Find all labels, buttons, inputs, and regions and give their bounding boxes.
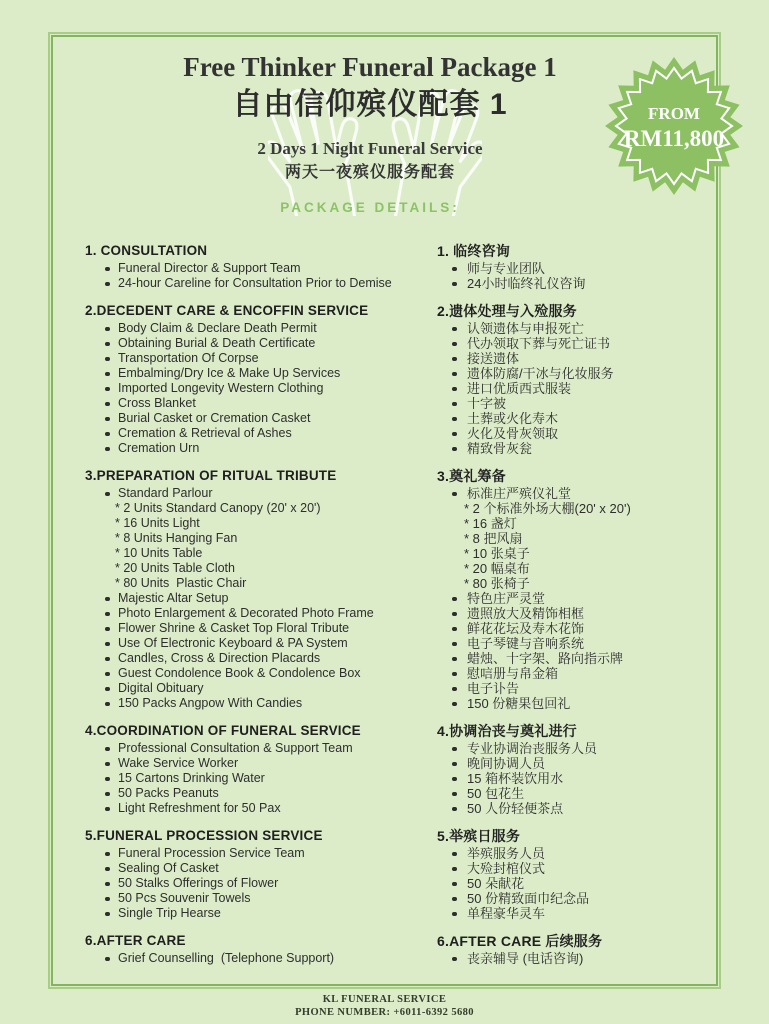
header-block — [60, 50, 680, 215]
list-item: Standard Parlour — [85, 486, 437, 501]
list-item: * 80 Units Plastic Chair — [115, 576, 247, 590]
list-item: 标准庄严殡仪礼堂 — [437, 486, 721, 501]
list-item: 精致骨灰瓮 — [437, 441, 721, 456]
column-chinese — [437, 243, 721, 978]
list-item: 举殡服务人员 — [437, 846, 721, 861]
list-item: Cross Blanket — [85, 396, 437, 411]
list-item: * 8 Units Hanging Fan — [115, 531, 238, 545]
list-item: * 10 Units Table — [115, 546, 203, 560]
list-item: 24小时临终礼仪咨询 — [437, 276, 721, 291]
list-item: 50 Stalks Offerings of Flower — [85, 876, 437, 891]
section-title: 3.奠礼筹备 — [437, 468, 506, 484]
list-item: Photo Enlargement & Decorated Photo Frame — [85, 606, 437, 621]
section-title: 3.PREPARATION OF RITUAL TRIBUTE — [85, 468, 337, 483]
footer-phone-number: PHONE NUMBER: +6011-6392 5680 — [295, 1007, 474, 1018]
section-title: 1. CONSULTATION — [85, 243, 208, 258]
section — [85, 723, 437, 816]
list-item: 认领遗体与申报死亡 — [437, 321, 721, 336]
column-english — [85, 243, 437, 978]
page-title-chinese: 自由信仰殡仪配套 1 — [232, 88, 508, 121]
list-item: 150 份糖果包回礼 — [437, 696, 721, 711]
list-item: 电子讣告 — [437, 681, 721, 696]
list-item: 遗体防腐/干冰与化妆服务 — [437, 366, 721, 381]
package-details-columns — [85, 243, 721, 978]
list-item: 15 Cartons Drinking Water — [85, 771, 437, 786]
list-item: Use Of Electronic Keyboard & PA System — [85, 636, 437, 651]
list-item: Guest Condolence Book & Condolence Box — [85, 666, 437, 681]
section-title: 1. 临终咨询 — [437, 243, 510, 259]
list-item: Candles, Cross & Direction Placards — [85, 651, 437, 666]
list-item: 专业协调治丧服务人员 — [437, 741, 721, 756]
list-item: * 2 Units Standard Canopy (20' x 20') — [115, 501, 321, 515]
list-item: Cremation Urn — [85, 441, 437, 456]
list-item: Digital Obituary — [85, 681, 437, 696]
section — [85, 243, 437, 291]
list-item: 火化及骨灰领取 — [437, 426, 721, 441]
page-title-english: Free Thinker Funeral Package 1 — [183, 52, 557, 82]
list-item: 接送遗体 — [437, 351, 721, 366]
list-item: Majestic Altar Setup — [85, 591, 437, 606]
section — [85, 828, 437, 921]
section — [437, 303, 721, 456]
section — [437, 723, 721, 816]
list-item: Cremation & Retrieval of Ashes — [85, 426, 437, 441]
section-title: 6.AFTER CARE 后续服务 — [437, 933, 603, 949]
section — [437, 243, 721, 291]
list-item: 大殓封棺仪式 — [437, 861, 721, 876]
list-item: 50 包花生 — [437, 786, 721, 801]
list-item: * 10 张桌子 — [464, 546, 530, 561]
subtitle-english: 2 Days 1 Night Funeral Service — [257, 139, 483, 158]
list-item: 50 人份轻便茶点 — [437, 801, 721, 816]
section-title: 6.AFTER CARE — [85, 933, 186, 948]
list-item: 15 箱杯装饮用水 — [437, 771, 721, 786]
list-item: Body Claim & Declare Death Permit — [85, 321, 437, 336]
list-item: 丧亲辅导 (电话咨询) — [437, 951, 721, 966]
list-item: 50 Pcs Souvenir Towels — [85, 891, 437, 906]
list-item: * 8 把风扇 — [464, 531, 523, 546]
list-item: Wake Service Worker — [85, 756, 437, 771]
list-item: 师与专业团队 — [437, 261, 721, 276]
list-item: 24-hour Careline for Consultation Prior to Demise — [85, 276, 437, 291]
list-item: Single Trip Hearse — [85, 906, 437, 921]
package-details-label: PACKAGE DETAILS: — [280, 200, 460, 215]
list-item: 150 Packs Angpow With Candies — [85, 696, 437, 711]
list-item: * 80 张椅子 — [464, 576, 530, 591]
list-item: Embalming/Dry Ice & Make Up Services — [85, 366, 437, 381]
list-item: Sealing Of Casket — [85, 861, 437, 876]
section — [85, 933, 437, 966]
section — [437, 468, 721, 711]
list-item: 鲜花花坛及寿木花饰 — [437, 621, 721, 636]
list-item: 慰唁册与帛金箱 — [437, 666, 721, 681]
list-item: 遗照放大及精饰相框 — [437, 606, 721, 621]
list-item: 蜡烛、十字架、路向指示牌 — [437, 651, 721, 666]
list-item: * 2 个标准外场大棚(20' x 20') — [464, 501, 631, 516]
list-item: Transportation Of Corpse — [85, 351, 437, 366]
list-item: 50 份精致面巾纪念品 — [437, 891, 721, 906]
list-item: 单程豪华灵车 — [437, 906, 721, 921]
section-title: 2.遗体处理与入殓服务 — [437, 303, 577, 319]
section — [437, 828, 721, 921]
list-item: * 16 Units Light — [115, 516, 200, 530]
list-item: 土葬或火化寿木 — [437, 411, 721, 426]
list-item: Burial Casket or Cremation Casket — [85, 411, 437, 426]
price-badge — [604, 56, 744, 196]
list-item: 晚间协调人员 — [437, 756, 721, 771]
list-item: 电子琴键与音响系统 — [437, 636, 721, 651]
list-item: * 16 盏灯 — [464, 516, 517, 531]
badge-from-label: FROM — [648, 104, 700, 123]
section-title: 2.DECEDENT CARE & ENCOFFIN SERVICE — [85, 303, 369, 318]
list-item: Funeral Director & Support Team — [85, 261, 437, 276]
list-item: * 20 Units Table Cloth — [115, 561, 235, 575]
section-title: 4.协调治丧与奠礼进行 — [437, 723, 577, 739]
list-item: 代办领取下葬与死亡证书 — [437, 336, 721, 351]
footer — [0, 993, 769, 1019]
badge-price-label: RM11,800 — [623, 126, 725, 151]
section — [85, 468, 437, 711]
list-item: Imported Longevity Western Clothing — [85, 381, 437, 396]
list-item: 50 朵献花 — [437, 876, 721, 891]
section-title: 5.FUNERAL PROCESSION SERVICE — [85, 828, 323, 843]
list-item: 进口优质西式服装 — [437, 381, 721, 396]
list-item: Light Refreshment for 50 Pax — [85, 801, 437, 816]
section-title: 5.举殡日服务 — [437, 828, 521, 844]
list-item: 50 Packs Peanuts — [85, 786, 437, 801]
list-item: Professional Consultation & Support Team — [85, 741, 437, 756]
section-title: 4.COORDINATION OF FUNERAL SERVICE — [85, 723, 361, 738]
footer-company-name: KL FUNERAL SERVICE — [322, 994, 447, 1005]
subtitle-chinese: 两天一夜殡仪服务配套 — [284, 164, 455, 181]
list-item: * 20 幅桌布 — [464, 561, 530, 576]
section — [85, 303, 437, 456]
section — [437, 933, 721, 966]
list-item: Funeral Procession Service Team — [85, 846, 437, 861]
list-item: 十字被 — [437, 396, 721, 411]
list-item: Obtaining Burial & Death Certificate — [85, 336, 437, 351]
list-item: Flower Shrine & Casket Top Floral Tribute — [85, 621, 437, 636]
list-item: 特色庄严灵堂 — [437, 591, 721, 606]
list-item: Grief Counselling (Telephone Support) — [85, 951, 437, 966]
